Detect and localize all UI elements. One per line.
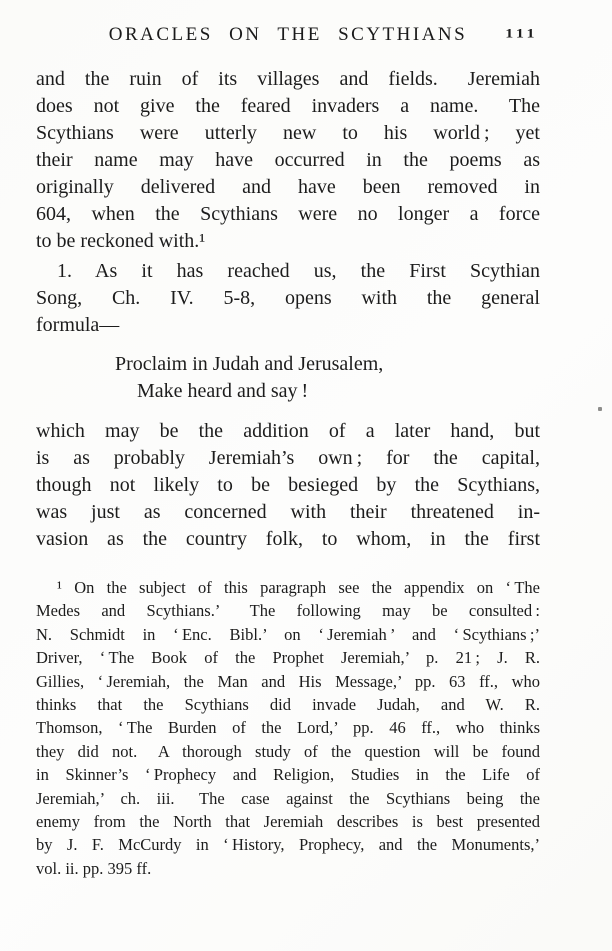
running-header — [36, 24, 540, 50]
text-line: to be reckoned with.¹ — [36, 230, 206, 252]
paragraph-first-scythian-song — [36, 258, 540, 339]
text-line: 604, when the Scythians were no longer a force — [36, 203, 540, 225]
text-line: vol. ii. pp. 395 ff. — [36, 858, 152, 878]
text-line: Proclaim in Judah and Jerusalem, — [115, 353, 384, 375]
text-line: Driver, ‘ The Book of the Prophet Jeremiah,’ p. 21 ; J. R. — [36, 648, 540, 668]
text-line: their name may have occurred in the poems as — [36, 149, 540, 171]
paragraph-continued — [36, 66, 540, 255]
text-line: in Skinner’s ‘ Prophecy and Religion, Studies in the Life of — [36, 765, 540, 785]
text-line: which may be the addition of a later hand, but — [36, 420, 540, 442]
text-line: Thomson, ‘ The Burden of the Lord,’ pp. 46 ff., who thinks — [36, 718, 540, 738]
text-line: vasion as the country folk, to whom, in the first — [36, 528, 540, 550]
text-line: is as probably Jeremiah’s own ; for the capital, — [36, 447, 540, 469]
text-line: Scythians were utterly new to his world ; yet — [36, 122, 540, 144]
text-line: Song, Ch. IV. 5-8, opens with the general — [36, 287, 540, 309]
text-line: Medes and Scythians.’ The following may be consulted : — [36, 601, 540, 621]
paragraph-later-hand — [36, 418, 540, 553]
verse-quotation — [115, 351, 515, 405]
text-line: though not likely to be besieged by the Scythians, — [36, 474, 540, 496]
text-line: Gillies, ‘ Jeremiah, the Man and His Message,’ pp. 63 ff., who — [36, 671, 540, 691]
page-number: 111 — [505, 27, 538, 41]
text-line: enemy from the North that Jeremiah describes is best presented — [36, 812, 540, 832]
text-line: N. Schmidt in ‘ Enc. Bibl.’ on ‘ Jeremiah ’ and ‘ Scythians ;’ — [36, 624, 540, 644]
text-line: was just as concerned with their threatened in- — [36, 501, 540, 523]
footnote — [36, 576, 540, 880]
scan-artifact-speck — [598, 407, 602, 411]
text-line: originally delivered and have been removed in — [36, 176, 540, 198]
page-title: ORACLES ON THE SCYTHIANS — [108, 24, 468, 45]
text-line: Make heard and say ! — [137, 380, 309, 402]
text-line: 1. As it has reached us, the First Scythian — [57, 260, 540, 282]
text-line: ¹ On the subject of this paragraph see the appendix on ‘ The — [57, 578, 540, 597]
text-line: they did not. A thorough study of the question will be found — [36, 741, 540, 761]
text-line: thinks that the Scythians did invade Judah, and W. R. — [36, 695, 540, 715]
text-line: by J. F. McCurdy in ‘ History, Prophecy, and the Monuments,’ — [36, 835, 540, 855]
text-line: and the ruin of its villages and fields. Jeremiah — [36, 68, 540, 90]
text-line: Jeremiah,’ ch. iii. The case against the Scythians being the — [36, 788, 540, 808]
text-line: does not give the feared invaders a name. The — [36, 95, 540, 117]
text-line: formula— — [36, 314, 120, 336]
